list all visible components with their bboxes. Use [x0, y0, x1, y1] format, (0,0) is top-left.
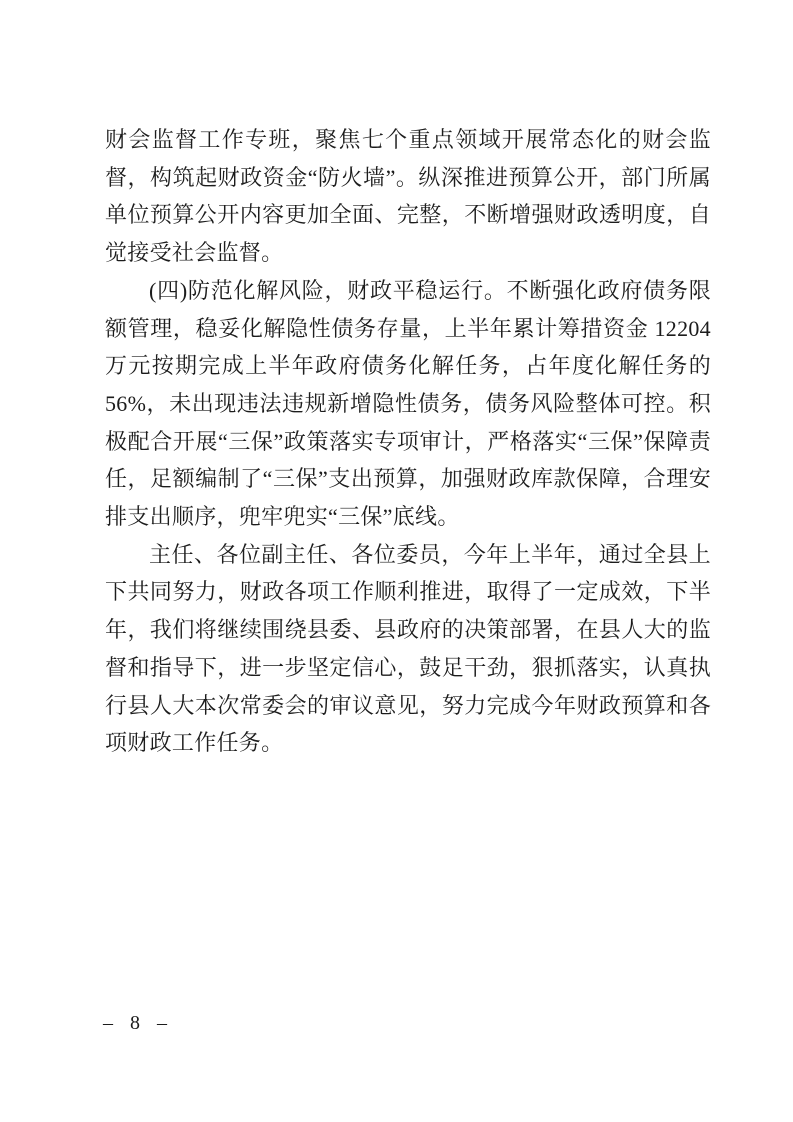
document-body	[105, 121, 711, 762]
section-four-heading: (四)防范化解风险，财政平稳运行。	[149, 277, 507, 303]
section-four-text: 不断强化政府债务限额管理，稳妥化解隐性债务存量，上半年累计筹措资金 12204 万元按期完成上半年政府债务化解任务，占年度化解任务的 56%，未出现违法违规新增隐性债务，债务风险整体可控。积极配合开展“三保”政策落实专项审计，严格落实“三保”保障责任，足额编制了“三保”支出预算，加强财政库款保障，合理安排支出顺序，兜牢兜实“三保”底线。	[105, 277, 712, 530]
page-number: – 8 –	[103, 1012, 170, 1034]
paragraph-closing: 主任、各位副主任、各位委员，今年上半年，通过全县上下共同努力，财政各项工作顺利推进，取得了一定成效，下半年，我们将继续围绕县委、县政府的决策部署，在县人大的监督和指导下，进一步坚定信心，鼓足干劲，狠抓落实，认真执行县人大本次常委会的审议意见，努力完成今年财政预算和各项财政工作任务。	[105, 541, 711, 756]
paragraph-section-four	[105, 272, 711, 536]
paragraph-continuation: 财会监督工作专班，聚焦七个重点领域开展常态化的财会监督，构筑起财政资金“防火墙”。纵深推进预算公开，部门所属单位预算公开内容更加全面、完整，不断增强财政透明度，自觉接受社会监督。	[105, 127, 711, 266]
